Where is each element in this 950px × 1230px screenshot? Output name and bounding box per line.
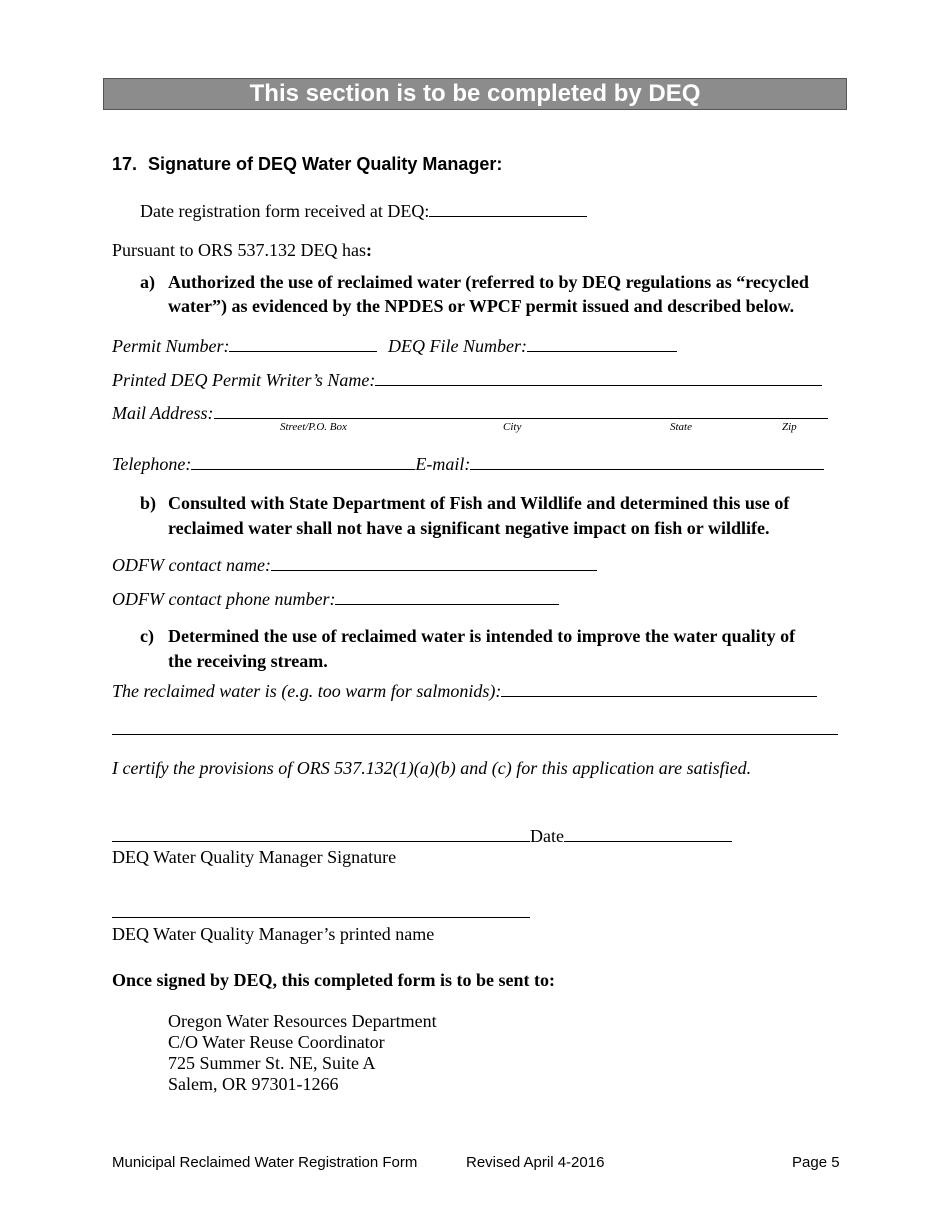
item-c-line2: the receiving stream. bbox=[168, 651, 328, 671]
reclaimed-water-continuation-line[interactable] bbox=[112, 734, 838, 735]
printed-name-field[interactable] bbox=[112, 917, 530, 918]
address-line-4: Salem, OR 97301-1266 bbox=[168, 1074, 339, 1094]
date-received-label: Date registration form received at DEQ: bbox=[140, 201, 430, 221]
mail-address-label: Mail Address: bbox=[112, 403, 214, 423]
address-line-1: Oregon Water Resources Department bbox=[168, 1011, 437, 1031]
date-received-row bbox=[140, 198, 587, 222]
date-label: Date bbox=[530, 826, 564, 846]
item-b-line1: Consulted with State Department of Fish and Wildlife and determined this use of bbox=[168, 493, 790, 513]
item-a-line2: water”) as evidenced by the NPDES or WPCF permit issued and described below. bbox=[168, 296, 795, 316]
item-a-marker: a) bbox=[140, 272, 155, 292]
mail-address-field[interactable] bbox=[214, 400, 828, 419]
odfw-phone-label: ODFW contact phone number: bbox=[112, 589, 336, 609]
signature-caption: DEQ Water Quality Manager Signature bbox=[112, 847, 397, 867]
address-line-3: 725 Summer St. NE, Suite A bbox=[168, 1053, 376, 1073]
reclaimed-water-label: The reclaimed water is (e.g. too warm for salmonids): bbox=[112, 681, 502, 701]
permit-writer-label: Printed DEQ Permit Writer’s Name: bbox=[112, 370, 376, 390]
street-caption: Street/P.O. Box bbox=[280, 421, 347, 433]
odfw-phone-field[interactable] bbox=[335, 586, 559, 605]
date-received-field[interactable] bbox=[429, 198, 587, 217]
footer-form-name: Municipal Reclaimed Water Registration Form bbox=[112, 1154, 418, 1171]
reclaimed-water-row bbox=[112, 678, 817, 702]
odfw-name-label: ODFW contact name: bbox=[112, 555, 271, 575]
email-field[interactable] bbox=[470, 451, 824, 470]
telephone-label: Telephone: bbox=[112, 454, 192, 474]
permit-writer-row bbox=[112, 367, 822, 391]
address-line-2: C/O Water Reuse Coordinator bbox=[168, 1032, 385, 1052]
deq-section-banner: This section is to be completed by DEQ bbox=[103, 78, 847, 110]
item-b-marker: b) bbox=[140, 493, 157, 513]
odfw-name-field[interactable] bbox=[271, 552, 597, 571]
zip-caption: Zip bbox=[782, 421, 797, 433]
signature-row bbox=[112, 823, 732, 847]
state-caption: State bbox=[670, 421, 692, 433]
email-label: E-mail: bbox=[415, 454, 471, 474]
item-c-line1: Determined the use of reclaimed water is intended to improve the water quality of bbox=[168, 626, 796, 646]
deq-file-number-label: DEQ File Number: bbox=[387, 336, 527, 356]
telephone-field[interactable] bbox=[191, 451, 415, 470]
odfw-name-row bbox=[112, 552, 597, 576]
certify-text: I certify the provisions of ORS 537.132(1)(a)(b) and (c) for this application are satisfied. bbox=[112, 758, 752, 778]
signature-field[interactable] bbox=[112, 823, 530, 842]
deq-file-number-field[interactable] bbox=[527, 333, 677, 352]
footer-revised: Revised April 4-2016 bbox=[466, 1154, 605, 1171]
printed-name-caption: DEQ Water Quality Manager’s printed name bbox=[112, 924, 435, 944]
section-number: 17. bbox=[112, 154, 138, 174]
section-17-heading bbox=[112, 154, 502, 175]
send-to-heading: Once signed by DEQ, this completed form is to be sent to: bbox=[112, 970, 555, 990]
reclaimed-water-field[interactable] bbox=[501, 678, 817, 697]
signature-date-field[interactable] bbox=[564, 823, 732, 842]
permit-row bbox=[112, 333, 677, 357]
item-c-marker: c) bbox=[140, 626, 154, 646]
pursuant-text: Pursuant to ORS 537.132 DEQ has: bbox=[112, 240, 373, 260]
permit-number-label: Permit Number: bbox=[112, 336, 230, 356]
item-b-line2: reclaimed water shall not have a significant negative impact on fish or wildlife. bbox=[168, 518, 770, 538]
contact-row bbox=[112, 451, 824, 475]
permit-number-field[interactable] bbox=[229, 333, 377, 352]
city-caption: City bbox=[503, 421, 522, 433]
footer-page-number: Page 5 bbox=[792, 1154, 840, 1171]
item-a-line1: Authorized the use of reclaimed water (referred to by DEQ regulations as “recycled bbox=[168, 272, 809, 292]
permit-writer-field[interactable] bbox=[375, 367, 822, 386]
odfw-phone-row bbox=[112, 586, 559, 610]
mail-address-row bbox=[112, 400, 828, 424]
section-title: Signature of DEQ Water Quality Manager: bbox=[148, 154, 503, 174]
